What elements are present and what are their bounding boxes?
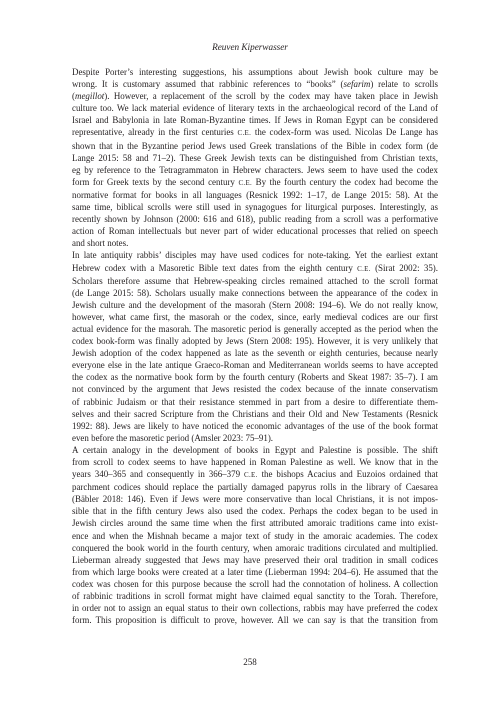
body-text [62, 66, 438, 626]
text-line: shown that in the Byzantine period Jews used Greek translations of the Bible in codex form (de [72, 140, 438, 151]
text-line: years 340–365 and consequently in 366–379 C.E. the bishops Acacius and Euzoios ordained that [72, 469, 438, 480]
text-line: Hebrew codex with a Masoretic Bible text dates from the eighth century C.E. (Sirat 2002: 35). [72, 262, 438, 273]
text-line: of rabbinic traditions in scroll format might have claimed equal sanctity to the Torah. Therefore, [72, 591, 438, 602]
text-line: form. This proposition is difficult to prove, however. All we can say is that the transition from [72, 615, 438, 626]
text-line: sible that in the fifth century Jews also used the codex. Perhaps the codex began to be used in [72, 506, 438, 517]
text-line: representative, already in the first centuries C.E. the codex-form was used. Nicolas De Lange has [72, 127, 438, 138]
text-line: in order not to assign an equal status to their own collections, rabbis may have preferred the codex [72, 603, 438, 614]
text-line: Scholars therefore assume that Hebrew-speaking circles remained attached to the scroll format [72, 275, 438, 286]
text-line: action of Roman intellectuals but never part of wider educational processes that relied on speech [72, 226, 438, 237]
text-line: Jewish circles around the same time when the first attributed amoraic traditions came into exist- [72, 518, 438, 529]
text-line: culture too. We lack material evidence of literary texts in the archaeological record of the Land of [72, 103, 438, 114]
text-line: selves and their sacred Scripture from the Christians and their Old and New Testaments (Resnick [72, 408, 438, 419]
text-line: eg by reference to the Tetragrammaton in Hebrew characters. Jews seem to have used the codex [72, 164, 438, 175]
text-line: actual evidence for the masorah. The masoretic period is generally accepted as the period when the [72, 323, 438, 334]
text-line: In late antiquity rabbis’ disciples may have used codices for note-taking. Yet the earliest extant [72, 250, 438, 261]
text-line: Lieberman already suggested that Jews may have preserved their oral tradition in small codices [72, 554, 438, 565]
paragraph-2 [62, 249, 438, 444]
text-line: Despite Porter’s interesting suggestions, his assumptions about Jewish book culture may be [72, 67, 438, 77]
text-line: (de Lange 2015: 58). Scholars usually make connections between the appearance of the codex in [72, 287, 438, 298]
text-line: normative format for books in all languages (Resnick 1992: 1–17, de Lange 2015: 58). At the [72, 189, 438, 200]
text-line: however, what came first, the masorah or the codex, since, early medieval codices are our first [72, 311, 438, 322]
text-line: even before the masoretic period (Amsler 2023: 75–91). [72, 432, 274, 443]
text-line: 1992: 88). Jews are likely to have noticed the economic advantages of the use of the book format [72, 420, 438, 431]
text-line: same time, biblical scrolls were still used in synagogues for liturgical purposes. Interestingly, as [72, 202, 438, 213]
text-line: Israel and Babylonia in late Roman-Byzantine times. If Jews in Roman Egypt can be considered [72, 115, 438, 126]
text-line: recently shown by Johnson (2000: 616 and 618), public reading from a scroll was a performative [72, 214, 438, 225]
text-line: codex book-form was finally adopted by Jews (Stern 2008: 195). However, it is very unlikely that [72, 336, 438, 347]
page-number: 258 [243, 657, 257, 667]
text-line: A certain analogy in the development of books in Egypt and Palestine is possible. The shift [72, 444, 438, 455]
text-line: the codex as the normative book form by the fourth century (Roberts and Skeat 1987: 35–7). I am [72, 372, 438, 383]
paragraph-3 [62, 444, 438, 626]
text-line: conquered the book world in the fourth century, when amoraic traditions circulated and multiplied. [72, 542, 438, 553]
text-line: parchment codices should replace the partially damaged papyrus rolls in the library of Caesarea [72, 482, 438, 493]
text-line: not convinced by the argument that Jews resisted the codex because of the innate conservatism [72, 384, 438, 395]
text-line: Jewish adoption of the codex happened as late as the seventh or eighth centuries, because nearly [72, 348, 438, 359]
text-line: codex was chosen for this purpose because the scroll had the connotation of holiness. A collection [72, 578, 438, 589]
text-line: form for Greek texts by the second century C.E. By the fourth century the codex had become the [72, 176, 438, 187]
text-line: (Bäbler 2018: 146). Even if Jews were more conservative than local Christians, it is not impos- [72, 494, 438, 505]
text-line: Lange 2015: 58 and 71–2). These Greek Jewish texts can be distinguished from Christian texts, [72, 152, 438, 163]
text-line: everyone else in the late antique Graeco-Roman and Mediterranean worlds seems to have accepted [72, 360, 438, 371]
text-line: ence and when the Mishnah became a major text of study in the amoraic academies. The codex [72, 530, 438, 541]
text-line: and short notes. [72, 238, 129, 249]
text-line: Jewish culture and the development of the masorah (Stern 2008: 194–6). We do not really know, [72, 299, 438, 310]
running-head: Reuven Kiperwasser [212, 42, 288, 52]
text-line: (megillot). However, a replacement of the scroll by the codex may have taken place in Jewish [72, 91, 438, 102]
text-line: of rabbinic Judaism or that their resistance stemmed in part from a desire to differentiate them- [72, 396, 438, 407]
paragraph-1 [62, 66, 438, 249]
text-line: from scroll to codex seems to have happened in Roman Palestine as well. We know that in the [72, 457, 438, 467]
text-line: from which large books were created at a later time (Lieberman 1994: 204–6). He assumed that the [72, 566, 438, 577]
text-line: wrong. It is customary assumed that rabbinic references to “books” (sefarim) relate to scrolls [72, 79, 438, 90]
